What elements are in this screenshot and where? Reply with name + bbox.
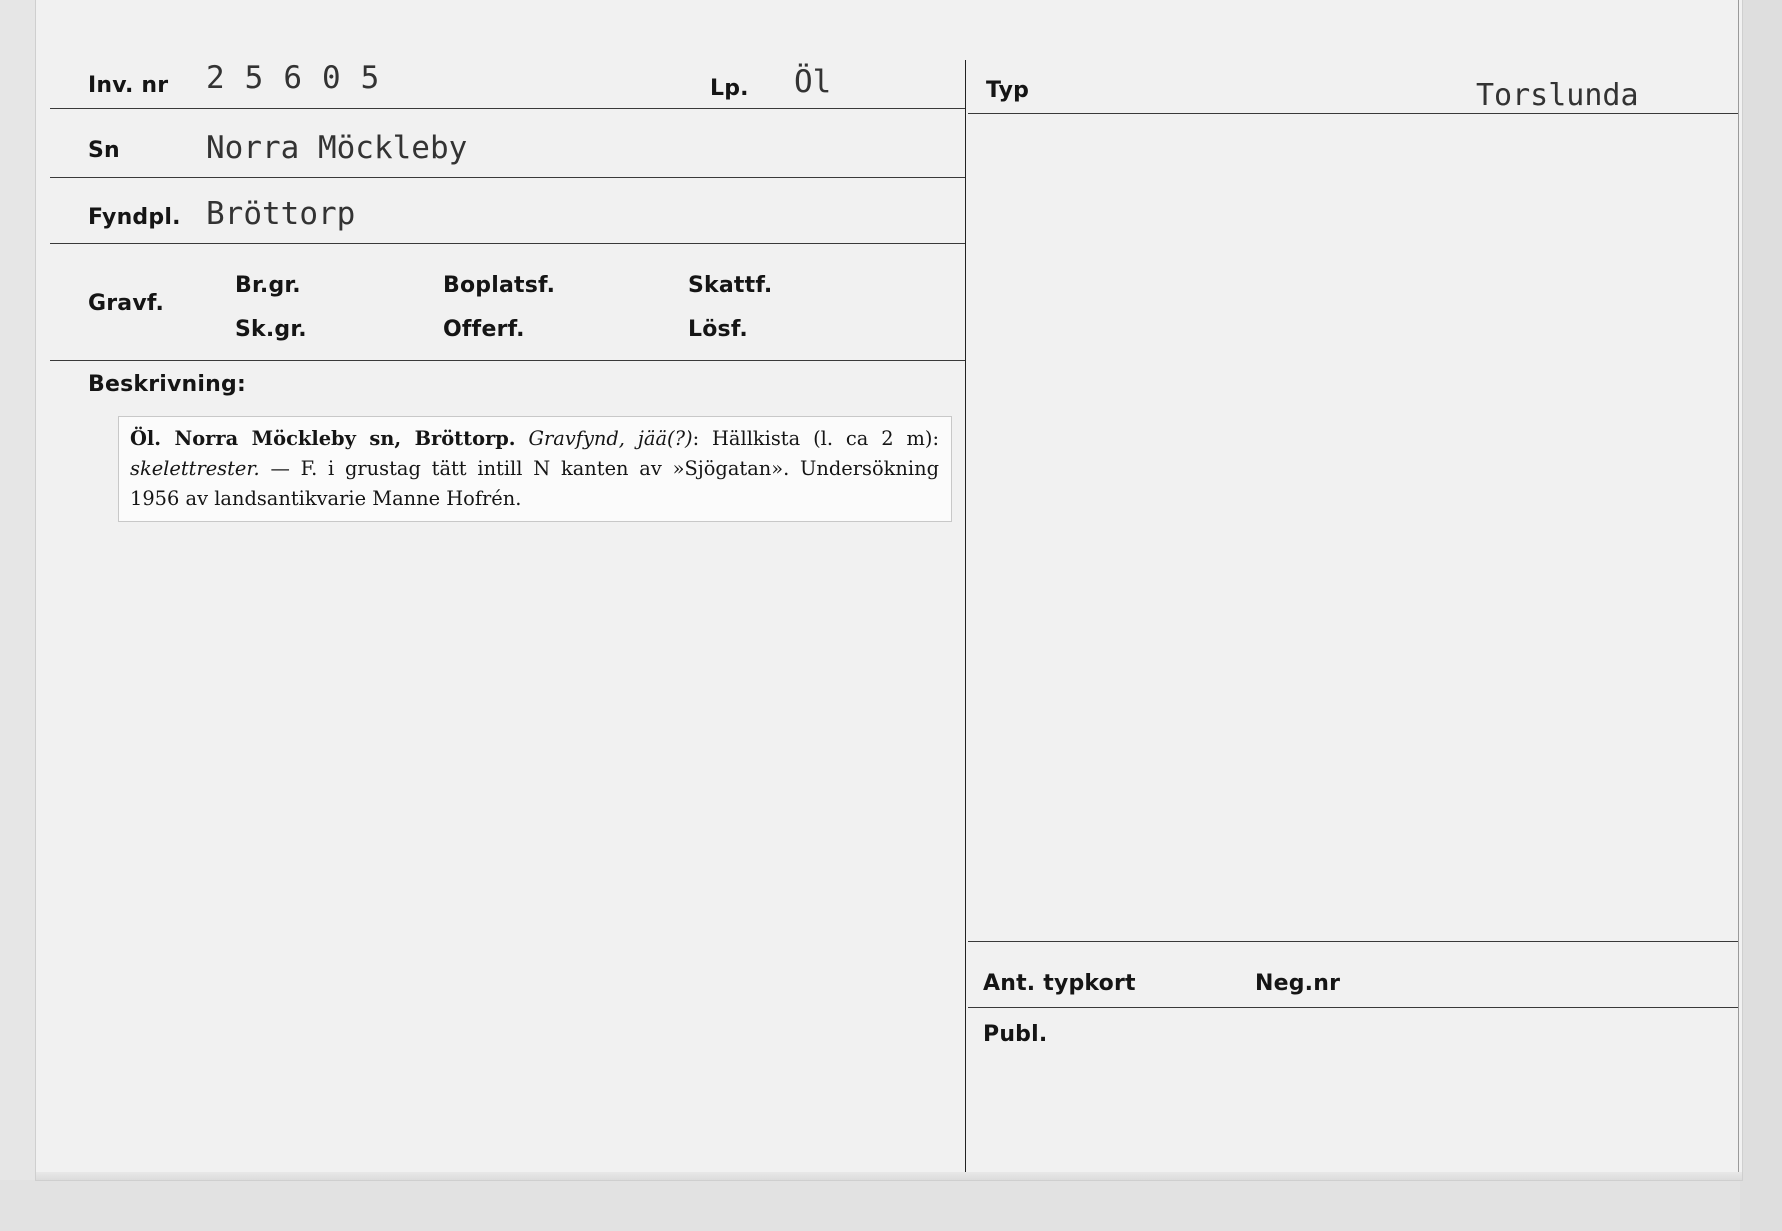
publ-label: Publ. <box>983 1022 1048 1047</box>
description-place: Öl. Norra Möckleby sn, Bröttorp. <box>130 427 516 450</box>
inv-nr-value: 25605 <box>206 60 400 96</box>
description-text-1: : Hällkista (l. ca 2 m): <box>692 427 940 450</box>
card-right-edge <box>1738 0 1739 1180</box>
typ-value: Torslunda <box>1476 78 1639 113</box>
fyndpl-row-rule <box>50 243 966 244</box>
offerf-label: Offerf. <box>443 317 525 342</box>
gravf-row-rule <box>50 360 966 361</box>
ant-row-rule <box>968 1007 1738 1008</box>
description-find-type: Gravfynd, jää(?) <box>528 427 693 450</box>
lp-label: Lp. <box>710 76 749 101</box>
sn-row-rule <box>50 177 966 178</box>
inv-nr-label: Inv. nr <box>88 73 169 98</box>
br-gr-label: Br.gr. <box>235 273 301 298</box>
skattf-label: Skattf. <box>688 273 773 298</box>
description-remains: skelettrester. <box>130 457 260 480</box>
catalog-card <box>36 0 1742 1180</box>
sk-gr-label: Sk.gr. <box>235 317 307 342</box>
sn-value: Norra Möckleby <box>206 130 468 166</box>
ant-typkort-label: Ant. typkort <box>983 971 1136 996</box>
fyndpl-label: Fyndpl. <box>88 205 181 230</box>
typ-row-rule <box>968 113 1738 114</box>
inv-row-rule <box>50 108 966 109</box>
description-text-2: — F. i grustag tätt intill N kanten av »Sjögatan». Undersökning 1956 av landsantikvarie Manne Hofrén. <box>130 457 939 510</box>
fyndpl-value: Bröttorp <box>206 196 356 232</box>
losf-label: Lösf. <box>688 317 748 342</box>
scan-background-edge <box>1740 0 1782 1231</box>
lp-value: Öl <box>794 64 832 100</box>
neg-nr-label: Neg.nr <box>1255 971 1341 996</box>
description-slip <box>118 416 952 522</box>
beskrivning-label: Beskrivning: <box>88 372 246 397</box>
sn-label: Sn <box>88 138 120 163</box>
column-divider <box>965 60 966 1180</box>
typ-label: Typ <box>986 78 1030 103</box>
scan-background-strip <box>0 1180 1782 1231</box>
lower-block-rule <box>968 941 1738 942</box>
boplatsf-label: Boplatsf. <box>443 273 556 298</box>
gravf-label: Gravf. <box>88 291 165 316</box>
